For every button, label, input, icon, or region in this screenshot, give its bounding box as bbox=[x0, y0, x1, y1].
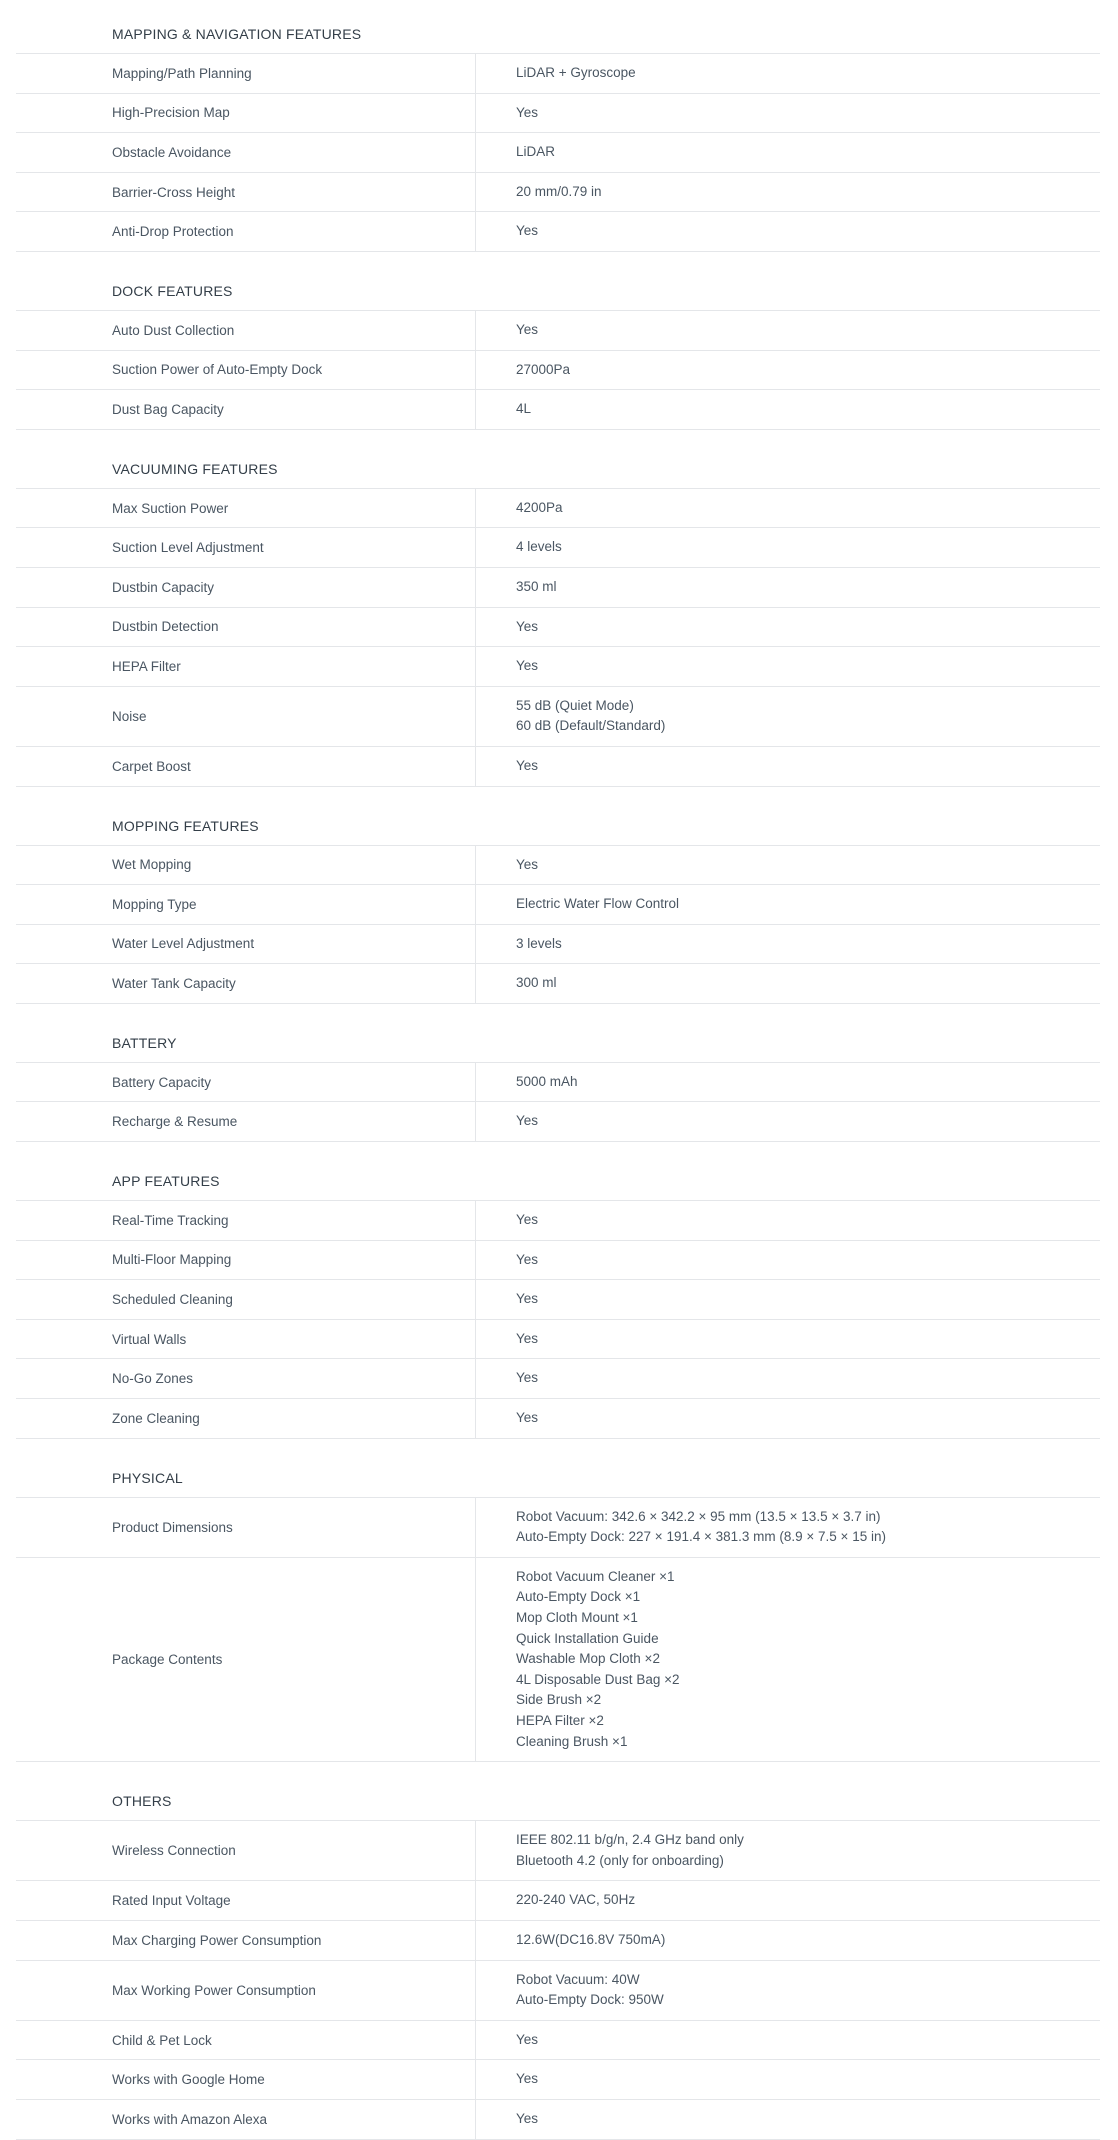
spec-table bbox=[16, 1497, 1100, 1763]
spec-value-line: 4 levels bbox=[516, 539, 562, 555]
spec-row bbox=[16, 1961, 1100, 2021]
section-title: VACUUMING FEATURES bbox=[112, 460, 278, 477]
spec-value-line: Yes bbox=[516, 1410, 539, 1426]
spec-value-line: Yes bbox=[516, 1251, 539, 1267]
spec-value-line: Yes bbox=[516, 618, 539, 634]
spec-label: Max Working Power Consumption bbox=[16, 1961, 476, 2020]
spec-label: Multi-Floor Mapping bbox=[16, 1241, 476, 1280]
spec-value-line: Robot Vacuum Cleaner ×1 bbox=[516, 1568, 675, 1584]
spec-label: Battery Capacity bbox=[16, 1063, 476, 1102]
spec-value-line: 60 dB (Default/Standard) bbox=[516, 718, 666, 734]
spec-value-line: Yes bbox=[516, 321, 539, 337]
spec-value bbox=[476, 528, 1100, 567]
spec-value bbox=[476, 1881, 1100, 1920]
spec-label: Mopping Type bbox=[16, 885, 476, 924]
spec-value bbox=[476, 1201, 1100, 1240]
spec-value-line: Robot Vacuum: 40W bbox=[516, 1971, 640, 1987]
spec-value-line: 4L Disposable Dust Bag ×2 bbox=[516, 1671, 680, 1687]
spec-label: Zone Cleaning bbox=[16, 1399, 476, 1438]
spec-row bbox=[16, 133, 1100, 173]
spec-value bbox=[476, 647, 1100, 686]
spec-row bbox=[16, 1063, 1100, 1103]
spec-row bbox=[16, 647, 1100, 687]
spec-label: Works with Amazon Alexa bbox=[16, 2100, 476, 2139]
spec-label: HEPA Filter bbox=[16, 647, 476, 686]
spec-section-vacuuming-features bbox=[0, 457, 1118, 787]
spec-table bbox=[16, 845, 1100, 1004]
spec-value-line: 3 levels bbox=[516, 935, 562, 951]
spec-label: Wet Mopping bbox=[16, 846, 476, 885]
spec-value bbox=[476, 1921, 1100, 1960]
spec-row bbox=[16, 568, 1100, 608]
spec-label: Dust Bag Capacity bbox=[16, 390, 476, 429]
spec-row bbox=[16, 489, 1100, 529]
spec-value-line: Yes bbox=[516, 757, 539, 773]
spec-row bbox=[16, 528, 1100, 568]
spec-value-line: 350 ml bbox=[516, 578, 557, 594]
section-title: PHYSICAL bbox=[112, 1469, 183, 1486]
spec-value bbox=[476, 2060, 1100, 2099]
spec-value-line: Side Brush ×2 bbox=[516, 1692, 602, 1708]
spec-label: Package Contents bbox=[16, 1558, 476, 1761]
spec-section-battery bbox=[0, 1031, 1118, 1142]
spec-value bbox=[476, 54, 1100, 93]
spec-value-line: Yes bbox=[516, 223, 539, 239]
spec-label: Virtual Walls bbox=[16, 1320, 476, 1359]
section-title: MOPPING FEATURES bbox=[112, 817, 259, 834]
spec-row bbox=[16, 54, 1100, 94]
spec-value-line: Yes bbox=[516, 1113, 539, 1129]
spec-table bbox=[16, 310, 1100, 430]
spec-value bbox=[476, 747, 1100, 786]
spec-value-line: 12.6W(DC16.8V 750mA) bbox=[516, 1931, 666, 1947]
spec-value bbox=[476, 568, 1100, 607]
spec-row bbox=[16, 212, 1100, 252]
spec-value-line: 300 ml bbox=[516, 975, 557, 991]
spec-value-line: Yes bbox=[516, 2031, 539, 2047]
spec-label: Water Tank Capacity bbox=[16, 964, 476, 1003]
spec-value-line: Yes bbox=[516, 2110, 539, 2126]
spec-label: Product Dimensions bbox=[16, 1498, 476, 1557]
spec-value bbox=[476, 885, 1100, 924]
spec-label: Barrier-Cross Height bbox=[16, 173, 476, 212]
spec-section-mopping-features bbox=[0, 814, 1118, 1004]
spec-value-line: Yes bbox=[516, 1291, 539, 1307]
spec-section-others bbox=[0, 1789, 1118, 2139]
spec-value-line: Yes bbox=[516, 658, 539, 674]
spec-value bbox=[476, 964, 1100, 1003]
spec-label: Recharge & Resume bbox=[16, 1102, 476, 1141]
spec-row bbox=[16, 846, 1100, 886]
spec-value-line: Yes bbox=[516, 1212, 539, 1228]
spec-label: Works with Google Home bbox=[16, 2060, 476, 2099]
spec-value bbox=[476, 1558, 1100, 1761]
spec-label: Wireless Connection bbox=[16, 1821, 476, 1880]
spec-value bbox=[476, 311, 1100, 350]
spec-value-line: HEPA Filter ×2 bbox=[516, 1712, 604, 1728]
spec-value-line: 55 dB (Quiet Mode) bbox=[516, 697, 634, 713]
spec-label: Scheduled Cleaning bbox=[16, 1280, 476, 1319]
spec-label: Mapping/Path Planning bbox=[16, 54, 476, 93]
spec-section-mapping-and-navigation-features bbox=[0, 22, 1118, 252]
spec-value-line: 4200Pa bbox=[516, 499, 563, 515]
spec-value bbox=[476, 1961, 1100, 2020]
spec-value-line: Washable Mop Cloth ×2 bbox=[516, 1651, 660, 1667]
spec-value bbox=[476, 925, 1100, 964]
spec-label: Dustbin Detection bbox=[16, 608, 476, 647]
spec-value bbox=[476, 687, 1100, 746]
spec-value-line: LiDAR + Gyroscope bbox=[516, 65, 636, 80]
spec-value bbox=[476, 608, 1100, 647]
spec-value bbox=[476, 94, 1100, 133]
spec-value-line: Auto-Empty Dock: 950W bbox=[516, 1992, 664, 2008]
spec-label: Auto Dust Collection bbox=[16, 311, 476, 350]
spec-value-line: 4L bbox=[516, 401, 532, 417]
spec-label: Anti-Drop Protection bbox=[16, 212, 476, 251]
spec-value-line: Bluetooth 4.2 (only for onboarding) bbox=[516, 1852, 724, 1868]
spec-value bbox=[476, 2100, 1100, 2139]
spec-row bbox=[16, 1280, 1100, 1320]
spec-row bbox=[16, 1399, 1100, 1439]
spec-section-app-features bbox=[0, 1169, 1118, 1439]
spec-value bbox=[476, 173, 1100, 212]
spec-value bbox=[476, 133, 1100, 172]
spec-value-line: 220-240 VAC, 50Hz bbox=[516, 1892, 636, 1908]
spec-section-dock-features bbox=[0, 279, 1118, 430]
spec-value bbox=[476, 846, 1100, 885]
spec-label: Max Suction Power bbox=[16, 489, 476, 528]
spec-value-line: Yes bbox=[516, 104, 539, 120]
spec-value-line: Auto-Empty Dock ×1 bbox=[516, 1589, 641, 1605]
spec-value-line: Electric Water Flow Control bbox=[516, 896, 680, 912]
spec-value-line: Yes bbox=[516, 856, 539, 872]
spec-row bbox=[16, 1498, 1100, 1558]
spec-row bbox=[16, 1241, 1100, 1281]
spec-label: Real-Time Tracking bbox=[16, 1201, 476, 1240]
section-title: BATTERY bbox=[112, 1034, 177, 1051]
spec-value-line: Yes bbox=[516, 2071, 539, 2087]
spec-value bbox=[476, 1399, 1100, 1438]
spec-row bbox=[16, 1201, 1100, 1241]
spec-label: No-Go Zones bbox=[16, 1359, 476, 1398]
spec-label: Rated Input Voltage bbox=[16, 1881, 476, 1920]
spec-value bbox=[476, 212, 1100, 251]
spec-value-line: Mop Cloth Mount ×1 bbox=[516, 1610, 638, 1625]
spec-value bbox=[476, 1359, 1100, 1398]
spec-value-line: 27000Pa bbox=[516, 361, 571, 377]
spec-label: Noise bbox=[16, 687, 476, 746]
spec-row bbox=[16, 173, 1100, 213]
spec-label: Obstacle Avoidance bbox=[16, 133, 476, 172]
section-title: OTHERS bbox=[112, 1793, 172, 1810]
spec-row bbox=[16, 2100, 1100, 2140]
spec-row bbox=[16, 687, 1100, 747]
spec-table bbox=[16, 1820, 1100, 2139]
spec-row bbox=[16, 1881, 1100, 1921]
spec-row bbox=[16, 1821, 1100, 1881]
spec-label: Max Charging Power Consumption bbox=[16, 1921, 476, 1960]
spec-value bbox=[476, 1241, 1100, 1280]
spec-row bbox=[16, 94, 1100, 134]
spec-section-physical bbox=[0, 1466, 1118, 1763]
spec-value-line: Quick Installation Guide bbox=[516, 1630, 659, 1646]
spec-row bbox=[16, 1102, 1100, 1142]
spec-row bbox=[16, 608, 1100, 648]
spec-row bbox=[16, 2060, 1100, 2100]
spec-row bbox=[16, 351, 1100, 391]
spec-value-line: Robot Vacuum: 342.6 × 342.2 × 95 mm (13.5 × 13.5 × 3.7 in) bbox=[516, 1508, 881, 1524]
spec-value-line: Cleaning Brush ×1 bbox=[516, 1733, 628, 1749]
spec-value bbox=[476, 1320, 1100, 1359]
spec-value-line: 5000 mAh bbox=[516, 1073, 578, 1089]
spec-label: Water Level Adjustment bbox=[16, 925, 476, 964]
spec-value bbox=[476, 1821, 1100, 1880]
spec-label: Suction Power of Auto-Empty Dock bbox=[16, 351, 476, 390]
spec-value-line: LiDAR bbox=[516, 144, 556, 160]
spec-value bbox=[476, 1280, 1100, 1319]
spec-value-line: 20 mm/0.79 in bbox=[516, 183, 602, 199]
spec-table bbox=[16, 53, 1100, 252]
spec-table bbox=[16, 488, 1100, 787]
spec-label: Child & Pet Lock bbox=[16, 2021, 476, 2060]
spec-value-line: Yes bbox=[516, 1330, 539, 1346]
spec-label: Carpet Boost bbox=[16, 747, 476, 786]
spec-label: Dustbin Capacity bbox=[16, 568, 476, 607]
spec-row bbox=[16, 1320, 1100, 1360]
spec-value bbox=[476, 1063, 1100, 1102]
spec-value bbox=[476, 1498, 1100, 1557]
spec-row bbox=[16, 1558, 1100, 1762]
spec-row bbox=[16, 311, 1100, 351]
spec-row bbox=[16, 1921, 1100, 1961]
section-title: APP FEATURES bbox=[112, 1173, 220, 1190]
spec-value-line: Auto-Empty Dock: 227 × 191.4 × 381.3 mm (8.9 × 7.5 × 15 in) bbox=[516, 1529, 886, 1545]
spec-value bbox=[476, 489, 1100, 528]
spec-row bbox=[16, 925, 1100, 965]
section-title: MAPPING & NAVIGATION FEATURES bbox=[112, 26, 362, 42]
spec-label: Suction Level Adjustment bbox=[16, 528, 476, 567]
spec-value bbox=[476, 2021, 1100, 2060]
spec-row bbox=[16, 390, 1100, 430]
spec-label: High-Precision Map bbox=[16, 94, 476, 133]
spec-value bbox=[476, 390, 1100, 429]
spec-value-line: Yes bbox=[516, 1370, 539, 1386]
spec-table bbox=[16, 1062, 1100, 1142]
spec-row bbox=[16, 885, 1100, 925]
spec-table bbox=[16, 1200, 1100, 1439]
section-title: DOCK FEATURES bbox=[112, 282, 233, 299]
spec-row bbox=[16, 964, 1100, 1004]
spec-value-line: IEEE 802.11 b/g/n, 2.4 GHz band only bbox=[516, 1832, 744, 1848]
spec-row bbox=[16, 1359, 1100, 1399]
spec-value bbox=[476, 1102, 1100, 1141]
spec-row bbox=[16, 2021, 1100, 2061]
spec-row bbox=[16, 747, 1100, 787]
spec-value bbox=[476, 351, 1100, 390]
